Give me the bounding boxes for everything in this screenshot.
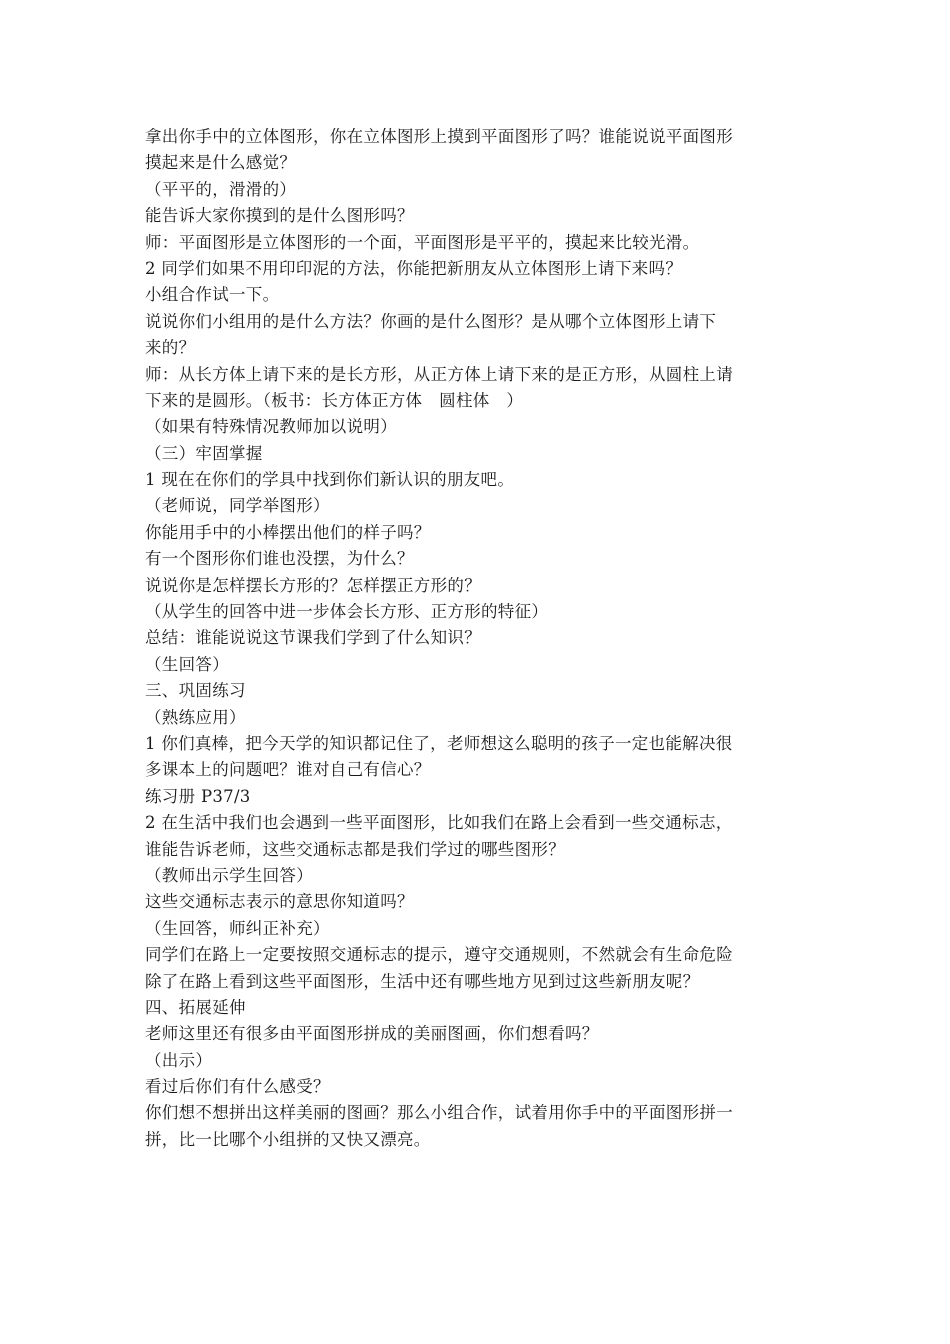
text-line: 有一个图形你们谁也没摆，为什么？	[145, 549, 414, 569]
text-line: 2 在生活中我们也会遇到一些平面图形，比如我们在路上会看到一些交通标志，	[145, 813, 733, 833]
text-line: 师：从长方体上请下来的是长方形，从正方体上请下来的是正方形，从圆柱上请	[145, 364, 733, 384]
text-line: （生回答）	[145, 654, 229, 674]
section-heading: （三）牢固掌握	[145, 443, 263, 463]
text-line: （如果有特殊情况教师加以说明）	[145, 417, 397, 437]
text-line: 拼，比一比哪个小组拼的又快又漂亮。	[145, 1129, 431, 1149]
text-line: （熟练应用）	[145, 707, 246, 727]
text-line: 小组合作试一下。	[145, 285, 280, 305]
text-line: （教师出示学生回答）	[145, 865, 313, 885]
text-line: 1 现在在你们的学具中找到你们新认识的朋友吧。	[145, 470, 515, 490]
text-line: 这些交通标志表示的意思你知道吗？	[145, 892, 414, 912]
text-line: 1 你们真棒，把今天学的知识都记住了，老师想这么聪明的孩子一定也能解决很	[145, 733, 733, 753]
text-line: 练习册 P37/3	[145, 786, 251, 806]
text-line: （平平的，滑滑的）	[145, 179, 297, 199]
text-line: 同学们在路上一定要按照交通标志的提示，遵守交通规则，不然就会有生命危险	[145, 945, 733, 965]
text-line: 2 同学们如果不用印印泥的方法，你能把新朋友从立体图形上请下来吗？	[145, 258, 683, 278]
document-body	[145, 124, 815, 1153]
text-line: （老师说，同学举图形）	[145, 496, 330, 516]
text-line: 能告诉大家你摸到的是什么图形吗？	[145, 206, 414, 226]
text-line: （从学生的回答中进一步体会长方形、正方形的特征）	[145, 602, 549, 622]
text-line: 看过后你们有什么感受？	[145, 1077, 330, 1097]
text-line: 你们想不想拼出这样美丽的图画？那么小组合作，试着用你手中的平面图形拼一	[145, 1103, 733, 1123]
text-line: 摸起来是什么感觉？	[145, 153, 297, 173]
text-line: 说说你们小组用的是什么方法？你画的是什么图形？是从哪个立体图形上请下	[145, 311, 717, 331]
text-line: 老师这里还有很多由平面图形拼成的美丽图画，你们想看吗？	[145, 1024, 599, 1044]
text-line: 拿出你手中的立体图形，你在立体图形上摸到平面图形了吗？谁能说说平面图形	[145, 127, 733, 146]
text-line: 下来的是圆形。（板书：长方体正方体 圆柱体 ）	[145, 390, 524, 410]
text-line: 你能用手中的小棒摆出他们的样子吗？	[145, 522, 431, 542]
text-line: 师：平面图形是立体图形的一个面，平面图形是平平的，摸起来比较光滑。	[145, 232, 700, 252]
text-line: （出示）	[145, 1050, 213, 1070]
text-line: （生回答，师纠正补充）	[145, 918, 330, 938]
text-line: 来的？	[145, 338, 196, 358]
section-heading: 三、巩固练习	[145, 681, 246, 701]
section-heading: 四、拓展延伸	[145, 997, 246, 1017]
text-line: 说说你是怎样摆长方形的？怎样摆正方形的？	[145, 575, 481, 595]
text-line: 谁能告诉老师，这些交通标志都是我们学过的哪些图形？	[145, 839, 565, 859]
text-line: 总结：谁能说说这节课我们学到了什么知识？	[145, 628, 481, 648]
text-line: 多课本上的问题吧？谁对自己有信心？	[145, 760, 431, 780]
text-line: 除了在路上看到这些平面图形，生活中还有哪些地方见到过这些新朋友呢？	[145, 971, 700, 991]
